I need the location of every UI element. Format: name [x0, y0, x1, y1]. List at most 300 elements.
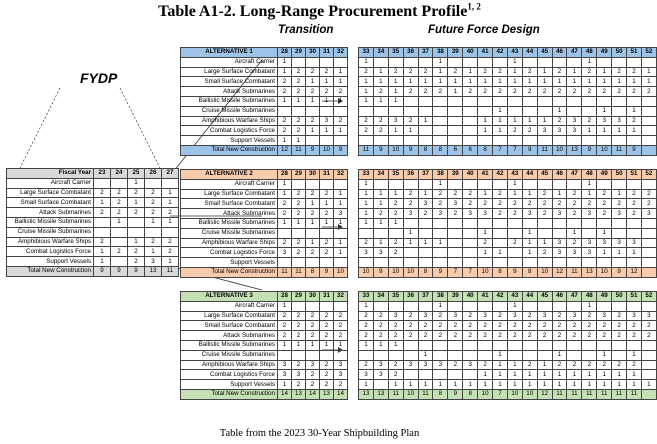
year-header: 47: [567, 48, 582, 58]
value-cell: 2: [359, 331, 374, 341]
value-cell: 2: [278, 238, 292, 248]
value-cell: [612, 96, 627, 106]
value-cell: [418, 248, 433, 258]
row-label: Cruise Missile Submarines: [181, 350, 278, 360]
row-label: Amphibious Warfare Ships: [181, 116, 278, 126]
value-cell: [320, 179, 334, 189]
value-cell: [320, 106, 334, 116]
gap-cell: [348, 389, 359, 399]
value-cell: 1: [334, 189, 348, 199]
year-header: 48: [582, 292, 597, 302]
year-header: 35: [388, 170, 403, 180]
value-cell: 1: [507, 380, 522, 390]
value-cell: [641, 350, 656, 360]
value-cell: 3: [641, 209, 656, 219]
value-cell: 3: [448, 199, 463, 209]
value-cell: 2: [507, 126, 522, 136]
total-cell: 10: [388, 267, 403, 277]
value-cell: [537, 301, 552, 311]
year-header: 30: [306, 48, 320, 58]
total-cell: [641, 267, 656, 277]
value-cell: 1: [359, 340, 374, 350]
year-header: 34: [373, 292, 388, 302]
value-cell: 2: [418, 87, 433, 97]
value-cell: [403, 136, 418, 146]
value-cell: 1: [128, 237, 145, 247]
value-cell: [388, 301, 403, 311]
value-cell: [448, 126, 463, 136]
value-cell: 1: [522, 238, 537, 248]
table-row: [181, 331, 657, 341]
value-cell: 2: [359, 126, 374, 136]
value-cell: [388, 228, 403, 238]
value-cell: 2: [463, 199, 478, 209]
value-cell: 1: [334, 238, 348, 248]
value-cell: 1: [627, 106, 642, 116]
value-cell: 1: [388, 96, 403, 106]
value-cell: [448, 179, 463, 189]
row-label: Attack Submarines: [7, 208, 94, 218]
total-cell: 9: [320, 267, 334, 277]
value-cell: [292, 179, 306, 189]
value-cell: [320, 258, 334, 268]
value-cell: 1: [278, 179, 292, 189]
value-cell: [403, 350, 418, 360]
year-header: 35: [388, 48, 403, 58]
value-cell: [463, 238, 478, 248]
year-header: 42: [493, 292, 508, 302]
value-cell: 2: [292, 380, 306, 390]
value-cell: 1: [507, 67, 522, 77]
year-header: 37: [418, 170, 433, 180]
value-cell: 1: [522, 380, 537, 390]
value-cell: [94, 227, 111, 237]
value-cell: 1: [306, 238, 320, 248]
value-cell: 2: [597, 360, 612, 370]
total-cell: 14: [334, 389, 348, 399]
gap-cell: [348, 380, 359, 390]
year-header: 31: [320, 292, 334, 302]
value-cell: 1: [612, 248, 627, 258]
value-cell: [334, 258, 348, 268]
value-cell: [507, 136, 522, 146]
value-cell: [388, 179, 403, 189]
year-header: 49: [597, 48, 612, 58]
total-cell: 8: [433, 145, 448, 155]
row-label: Cruise Missile Submarines: [181, 228, 278, 238]
value-cell: [463, 179, 478, 189]
total-cell: 8: [478, 145, 493, 155]
value-cell: 2: [582, 116, 597, 126]
value-cell: 2: [388, 209, 403, 219]
value-cell: [448, 218, 463, 228]
value-cell: 1: [306, 126, 320, 136]
value-cell: [627, 218, 642, 228]
value-cell: [388, 136, 403, 146]
value-cell: 2: [278, 87, 292, 97]
value-cell: 2: [463, 331, 478, 341]
value-cell: [597, 57, 612, 67]
value-cell: 2: [403, 189, 418, 199]
value-cell: 2: [597, 331, 612, 341]
value-cell: 2: [403, 321, 418, 331]
value-cell: [145, 227, 162, 237]
value-cell: 2: [334, 380, 348, 390]
value-cell: 1: [433, 57, 448, 67]
row-label: Ballistic Missile Submarines: [7, 217, 94, 227]
value-cell: 2: [111, 247, 128, 257]
value-cell: 1: [493, 77, 508, 87]
value-cell: 3: [612, 238, 627, 248]
total-cell: 13: [292, 389, 306, 399]
total-cell: 13: [145, 266, 162, 276]
value-cell: 2: [567, 189, 582, 199]
value-cell: [418, 96, 433, 106]
row-label: Large Surface Combatant: [181, 67, 278, 77]
value-cell: 1: [507, 189, 522, 199]
value-cell: [448, 228, 463, 238]
value-cell: 2: [373, 87, 388, 97]
value-cell: [334, 106, 348, 116]
row-label: Small Surface Combatant: [181, 199, 278, 209]
gap-cell: [348, 67, 359, 77]
value-cell: 1: [567, 380, 582, 390]
value-cell: [306, 106, 320, 116]
value-cell: 2: [278, 321, 292, 331]
value-cell: 2: [359, 238, 374, 248]
value-cell: [388, 350, 403, 360]
value-cell: 2: [320, 209, 334, 219]
value-cell: 2: [597, 189, 612, 199]
value-cell: 1: [507, 116, 522, 126]
value-cell: 1: [373, 238, 388, 248]
value-cell: 3: [418, 199, 433, 209]
value-cell: 1: [433, 179, 448, 189]
value-cell: 1: [537, 238, 552, 248]
value-cell: 2: [522, 331, 537, 341]
total-cell: [641, 389, 656, 399]
value-cell: [162, 178, 179, 188]
year-header: 39: [448, 292, 463, 302]
value-cell: [641, 248, 656, 258]
row-label: Amphibious Warfare Ships: [7, 237, 94, 247]
value-cell: [418, 258, 433, 268]
value-cell: [448, 238, 463, 248]
value-cell: [493, 301, 508, 311]
row-label: Attack Submarines: [181, 87, 278, 97]
value-cell: 1: [145, 247, 162, 257]
value-cell: 1: [292, 340, 306, 350]
value-cell: 2: [507, 199, 522, 209]
value-cell: [388, 57, 403, 67]
year-header: 33: [359, 170, 374, 180]
total-cell: 8: [522, 267, 537, 277]
value-cell: 1: [292, 218, 306, 228]
value-cell: 1: [418, 238, 433, 248]
total-cell: 8: [418, 145, 433, 155]
value-cell: 2: [162, 208, 179, 218]
value-cell: [537, 57, 552, 67]
value-cell: 1: [403, 77, 418, 87]
value-cell: 3: [567, 116, 582, 126]
row-label: Aircraft Carrier: [181, 301, 278, 311]
value-cell: 3: [582, 248, 597, 258]
value-cell: 2: [627, 116, 642, 126]
table-row: [181, 311, 657, 321]
value-cell: 1: [627, 380, 642, 390]
value-cell: 1: [448, 380, 463, 390]
value-cell: [278, 106, 292, 116]
value-cell: [478, 179, 493, 189]
value-cell: [320, 350, 334, 360]
value-cell: [522, 301, 537, 311]
value-cell: [552, 179, 567, 189]
value-cell: 1: [278, 189, 292, 199]
year-header: 23: [94, 169, 111, 179]
alternative-1-table: [180, 47, 657, 156]
total-cell: 10: [359, 267, 374, 277]
value-cell: 2: [448, 360, 463, 370]
value-cell: 1: [359, 380, 374, 390]
value-cell: 2: [373, 116, 388, 126]
value-cell: 2: [612, 199, 627, 209]
value-cell: 2: [359, 311, 374, 321]
value-cell: [292, 228, 306, 238]
value-cell: 1: [292, 136, 306, 146]
value-cell: 2: [388, 248, 403, 258]
value-cell: 2: [552, 116, 567, 126]
value-cell: 1: [478, 248, 493, 258]
year-header: 41: [478, 48, 493, 58]
value-cell: [627, 136, 642, 146]
value-cell: [388, 258, 403, 268]
value-cell: [627, 301, 642, 311]
total-cell: 11: [612, 389, 627, 399]
value-cell: 2: [493, 331, 508, 341]
value-cell: [478, 340, 493, 350]
value-cell: 2: [320, 311, 334, 321]
value-cell: 2: [627, 189, 642, 199]
value-cell: 2: [597, 209, 612, 219]
value-cell: [641, 106, 656, 116]
value-cell: 2: [493, 189, 508, 199]
value-cell: [493, 258, 508, 268]
table-row: [7, 257, 179, 267]
value-cell: 1: [373, 67, 388, 77]
value-cell: [403, 370, 418, 380]
value-cell: 2: [145, 208, 162, 218]
value-cell: [537, 228, 552, 238]
value-cell: [567, 106, 582, 116]
value-cell: [448, 248, 463, 258]
value-cell: 2: [292, 116, 306, 126]
total-cell: 14: [306, 389, 320, 399]
value-cell: [418, 106, 433, 116]
gap-cell: [348, 350, 359, 360]
gap-cell: [348, 136, 359, 146]
value-cell: 1: [537, 380, 552, 390]
value-cell: [433, 218, 448, 228]
year-header: 33: [359, 292, 374, 302]
value-cell: [597, 218, 612, 228]
value-cell: [306, 136, 320, 146]
value-cell: 1: [582, 370, 597, 380]
fiscal-year-header: Fiscal Year: [7, 169, 94, 179]
value-cell: 1: [433, 301, 448, 311]
value-cell: [334, 179, 348, 189]
value-cell: [612, 228, 627, 238]
value-cell: 1: [334, 248, 348, 258]
value-cell: 3: [320, 116, 334, 126]
value-cell: 2: [478, 360, 493, 370]
value-cell: 2: [507, 87, 522, 97]
value-cell: 2: [493, 87, 508, 97]
row-label: Combat Logistics Force: [181, 126, 278, 136]
total-label: Total New Construction: [181, 145, 278, 155]
total-cell: 11: [612, 145, 627, 155]
gap-cell: [348, 96, 359, 106]
value-cell: 2: [641, 331, 656, 341]
value-cell: 1: [359, 218, 374, 228]
value-cell: 2: [537, 87, 552, 97]
value-cell: 1: [320, 77, 334, 87]
value-cell: 1: [359, 179, 374, 189]
value-cell: [418, 228, 433, 238]
table-row: [181, 179, 657, 189]
total-cell: 9: [128, 266, 145, 276]
value-cell: [403, 248, 418, 258]
value-cell: [641, 258, 656, 268]
row-label: Amphibious Warfare Ships: [181, 360, 278, 370]
value-cell: 3: [537, 311, 552, 321]
value-cell: [373, 228, 388, 238]
value-cell: 2: [111, 208, 128, 218]
total-cell: 8: [493, 267, 508, 277]
value-cell: 2: [128, 188, 145, 198]
value-cell: 2: [94, 237, 111, 247]
gap-cell: [348, 238, 359, 248]
alternative-name: ALTERNATIVE 3: [181, 292, 278, 302]
value-cell: [478, 57, 493, 67]
value-cell: 1: [278, 380, 292, 390]
value-cell: 3: [582, 209, 597, 219]
value-cell: 2: [94, 188, 111, 198]
value-cell: 2: [306, 331, 320, 341]
value-cell: [463, 248, 478, 258]
value-cell: [507, 96, 522, 106]
value-cell: 2: [448, 331, 463, 341]
value-cell: [478, 301, 493, 311]
value-cell: 2: [306, 380, 320, 390]
page-title: Table A1-2. Long-Range Procurement Profile$^{1, 2}$: [158, 1, 481, 20]
total-cell: 9: [373, 145, 388, 155]
year-header: 28: [278, 292, 292, 302]
value-cell: 2: [433, 311, 448, 321]
value-cell: [478, 96, 493, 106]
value-cell: 2: [292, 311, 306, 321]
value-cell: [522, 136, 537, 146]
row-label: Amphibious Warfare Ships: [181, 238, 278, 248]
total-cell: 6: [448, 145, 463, 155]
value-cell: [522, 258, 537, 268]
value-cell: 3: [567, 311, 582, 321]
row-label: Small Surface Combatant: [181, 321, 278, 331]
value-cell: 2: [522, 311, 537, 321]
value-cell: [552, 258, 567, 268]
table-row: [7, 208, 179, 218]
value-cell: 1: [612, 77, 627, 87]
value-cell: [507, 258, 522, 268]
year-header: 24: [111, 169, 128, 179]
table-row: [7, 198, 179, 208]
total-cell: 9: [627, 145, 642, 155]
value-cell: 2: [627, 321, 642, 331]
value-cell: 2: [320, 380, 334, 390]
value-cell: 2: [448, 321, 463, 331]
value-cell: 1: [359, 209, 374, 219]
value-cell: [493, 218, 508, 228]
value-cell: [552, 96, 567, 106]
value-cell: 1: [162, 198, 179, 208]
value-cell: 1: [567, 67, 582, 77]
value-cell: 3: [552, 238, 567, 248]
value-cell: 1: [522, 370, 537, 380]
total-cell: 11: [627, 389, 642, 399]
value-cell: [448, 258, 463, 268]
value-cell: [433, 228, 448, 238]
year-header: 29: [292, 48, 306, 58]
row-label: Support Vessels: [7, 257, 94, 267]
year-header: 26: [145, 169, 162, 179]
value-cell: [507, 248, 522, 258]
value-cell: 1: [373, 189, 388, 199]
year-header: 33: [359, 48, 374, 58]
value-cell: [111, 257, 128, 267]
year-header: 36: [403, 170, 418, 180]
value-cell: [306, 258, 320, 268]
year-header: 36: [403, 48, 418, 58]
year-header: 29: [292, 292, 306, 302]
gap-cell: [348, 248, 359, 258]
value-cell: [292, 258, 306, 268]
value-cell: [162, 227, 179, 237]
value-cell: 2: [433, 321, 448, 331]
value-cell: 2: [278, 199, 292, 209]
table-row: [181, 67, 657, 77]
value-cell: 1: [162, 188, 179, 198]
row-label: Cruise Missile Submarines: [7, 227, 94, 237]
value-cell: 1: [306, 96, 320, 106]
value-cell: 2: [418, 209, 433, 219]
value-cell: [612, 218, 627, 228]
gap-cell: [348, 189, 359, 199]
table-row: [181, 87, 657, 97]
value-cell: 1: [641, 77, 656, 87]
value-cell: [478, 350, 493, 360]
year-header: 43: [507, 170, 522, 180]
value-cell: [418, 179, 433, 189]
value-cell: 1: [334, 218, 348, 228]
value-cell: 1: [493, 380, 508, 390]
value-cell: 2: [334, 311, 348, 321]
value-cell: 3: [433, 209, 448, 219]
total-row: [181, 267, 657, 277]
value-cell: 2: [537, 189, 552, 199]
table-row: [181, 258, 657, 268]
total-cell: 8: [418, 267, 433, 277]
value-cell: 2: [448, 189, 463, 199]
value-cell: 1: [493, 248, 508, 258]
